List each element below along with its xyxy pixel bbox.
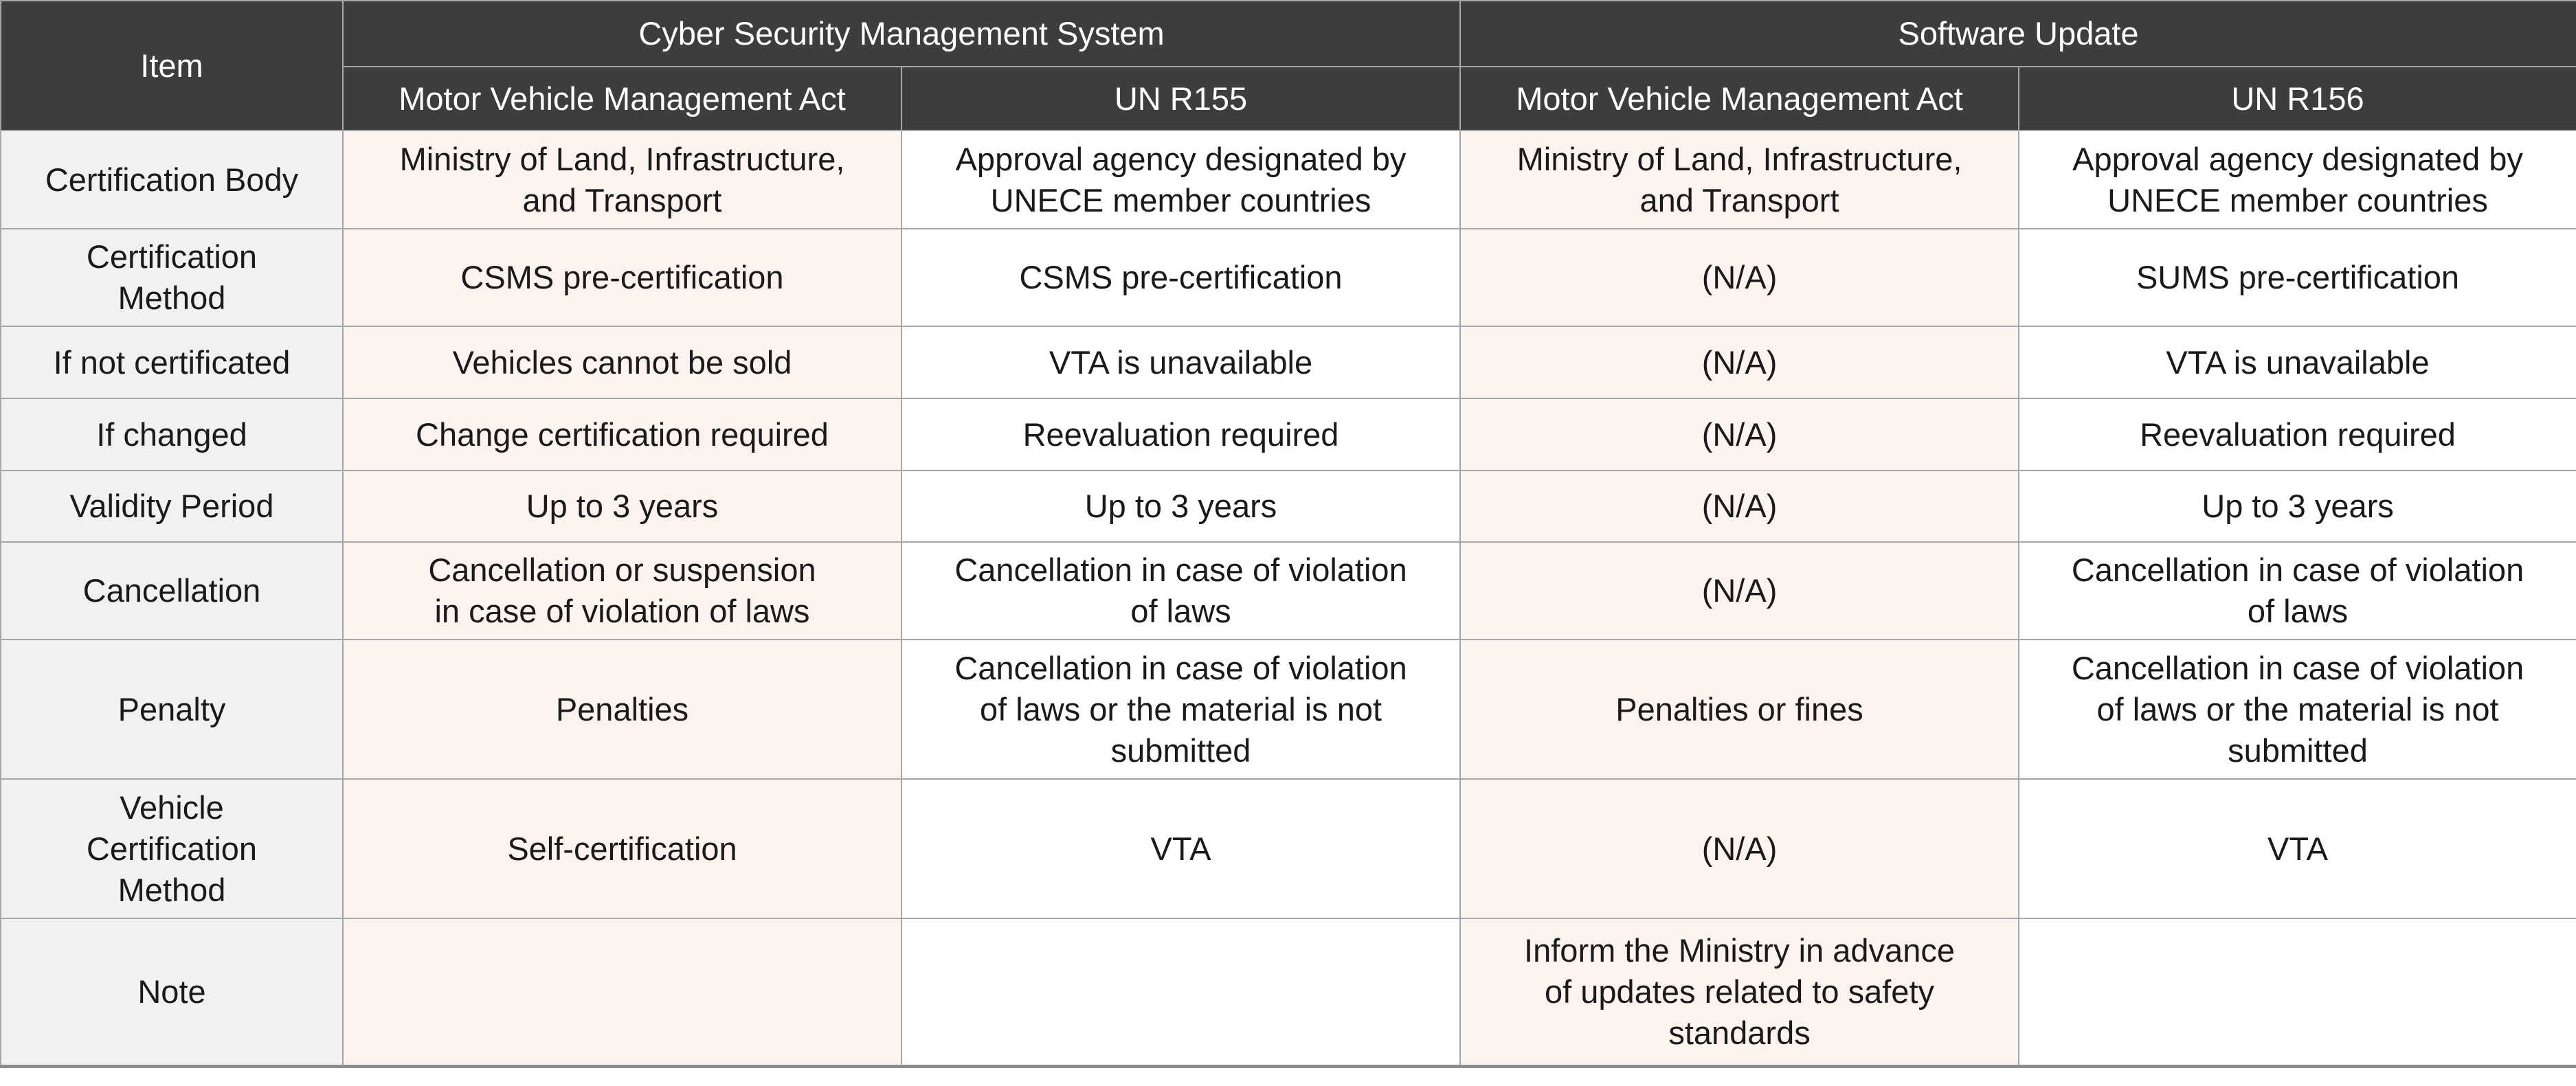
table-cell: Cancellation in case of violation of laws or the material is not submitted xyxy=(2019,640,2576,779)
table-cell: (N/A) xyxy=(1460,326,2019,398)
table-cell: Ministry of Land, Infrastructure, and Transport xyxy=(1460,131,2019,229)
table-cell xyxy=(2019,918,2576,1067)
header-row-groups xyxy=(1,1,2576,67)
row-label: Certification Method xyxy=(1,229,343,326)
table-cell: Cancellation in case of violation of laws xyxy=(2019,542,2576,640)
table-cell xyxy=(343,918,901,1067)
table-row xyxy=(1,326,2576,398)
table-cell: Inform the Ministry in advance of updates related to safety standards xyxy=(1460,918,2019,1067)
table-row xyxy=(1,640,2576,779)
header-csms-un-r155: UN R155 xyxy=(901,67,1460,131)
row-label: Penalty xyxy=(1,640,343,779)
table-cell: Penalties xyxy=(343,640,901,779)
row-label: Cancellation xyxy=(1,542,343,640)
row-label: Validity Period xyxy=(1,471,343,542)
table-cell: VTA is unavailable xyxy=(2019,326,2576,398)
header-group-csms: Cyber Security Management System xyxy=(343,1,1460,67)
table-cell: Approval agency designated by UNECE member countries xyxy=(901,131,1460,229)
header-su-un-r156: UN R156 xyxy=(2019,67,2576,131)
table-cell: Up to 3 years xyxy=(2019,471,2576,542)
header-csms-mvma: Motor Vehicle Management Act xyxy=(343,67,901,131)
header-group-software-update: Software Update xyxy=(1460,1,2576,67)
table-cell: Up to 3 years xyxy=(901,471,1460,542)
header-row-subheaders xyxy=(1,67,2576,131)
table-cell: Approval agency designated by UNECE member countries xyxy=(2019,131,2576,229)
table-cell: SUMS pre-certification xyxy=(2019,229,2576,326)
table-row xyxy=(1,131,2576,229)
table-cell: CSMS pre-certification xyxy=(901,229,1460,326)
table-row xyxy=(1,471,2576,542)
table-row xyxy=(1,918,2576,1067)
table-cell: (N/A) xyxy=(1460,471,2019,542)
table-cell: VTA xyxy=(901,779,1460,918)
row-label: Certification Body xyxy=(1,131,343,229)
table-cell: Penalties or fines xyxy=(1460,640,2019,779)
table-cell: Cancellation in case of violation of laws or the material is not submitted xyxy=(901,640,1460,779)
table-cell: Ministry of Land, Infrastructure, and Transport xyxy=(343,131,901,229)
table-row xyxy=(1,542,2576,640)
table-cell: VTA is unavailable xyxy=(901,326,1460,398)
table-row xyxy=(1,779,2576,918)
table-row xyxy=(1,229,2576,326)
row-label: Note xyxy=(1,918,343,1067)
table-cell: (N/A) xyxy=(1460,542,2019,640)
row-label: Vehicle Certification Method xyxy=(1,779,343,918)
table-cell: Cancellation in case of violation of laws xyxy=(901,542,1460,640)
table-cell: (N/A) xyxy=(1460,229,2019,326)
table-cell: Change certification required xyxy=(343,398,901,471)
table-cell: Reevaluation required xyxy=(2019,398,2576,471)
header-item: Item xyxy=(1,1,343,131)
table-cell: Up to 3 years xyxy=(343,471,901,542)
table-cell: Reevaluation required xyxy=(901,398,1460,471)
table-cell: VTA xyxy=(2019,779,2576,918)
table-cell: Vehicles cannot be sold xyxy=(343,326,901,398)
table-row xyxy=(1,398,2576,471)
table-cell: Cancellation or suspension in case of violation of laws xyxy=(343,542,901,640)
table-cell: CSMS pre-certification xyxy=(343,229,901,326)
table-cell: Self-certification xyxy=(343,779,901,918)
table-cell: (N/A) xyxy=(1460,398,2019,471)
header-su-mvma: Motor Vehicle Management Act xyxy=(1460,67,2019,131)
table-cell xyxy=(901,918,1460,1067)
row-label: If changed xyxy=(1,398,343,471)
table-cell: (N/A) xyxy=(1460,779,2019,918)
row-label: If not certificated xyxy=(1,326,343,398)
